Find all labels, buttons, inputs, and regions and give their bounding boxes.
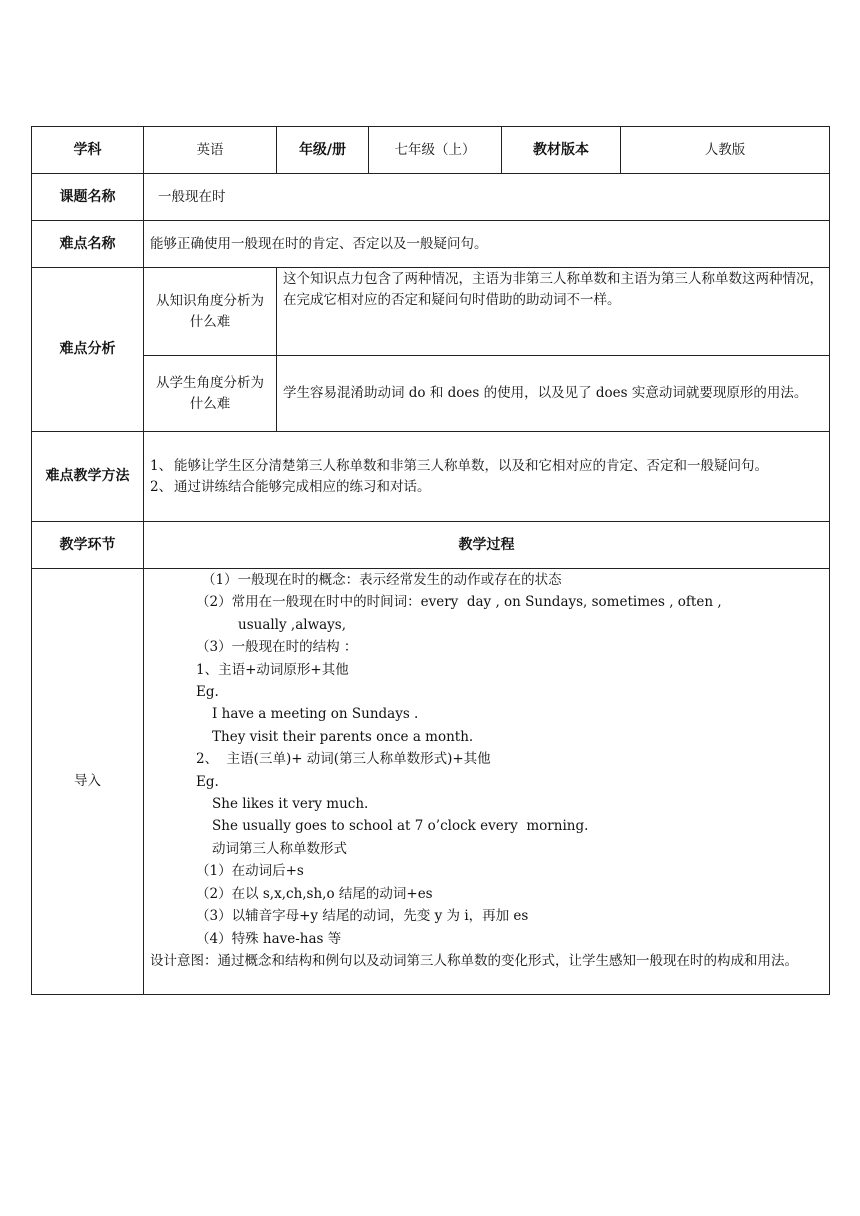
lesson-plan — [31, 126, 829, 995]
method-label: 难点教学方法 — [32, 432, 144, 522]
intro-row — [32, 569, 830, 995]
difficulty-label: 难点名称 — [32, 221, 144, 268]
student-angle-text: 学生容易混淆助动词 do 和 does 的使用，以及见了 does 实意动词就要现原形的用法。 — [277, 356, 830, 432]
process-line: （2）常用在一般现在时中的时间词：every day , on Sundays, sometimes , often , — [196, 594, 722, 611]
grade-value: 七年级（上） — [369, 127, 502, 174]
subject-label: 学科 — [32, 127, 144, 174]
process-line: She usually goes to school at 7 o’clock every morning. — [212, 818, 589, 835]
method-content — [144, 432, 830, 522]
process-line: （1）在动词后+s — [196, 863, 304, 880]
process-line: I have a meeting on Sundays . — [212, 706, 419, 723]
process-line: （1）一般现在时的概念：表示经常发生的动作或存在的状态 — [202, 572, 562, 588]
analysis-label: 难点分析 — [32, 268, 144, 432]
difficulty-value: 能够正确使用一般现在时的肯定、否定以及一般疑问句。 — [144, 221, 830, 268]
process-line: 1、主语+动词原形+其他 — [196, 661, 349, 678]
grade-label: 年级/册 — [277, 127, 369, 174]
analysis-row-knowledge — [32, 268, 830, 356]
method-row — [32, 432, 830, 522]
intro-label: 导入 — [32, 569, 144, 995]
process-line: They visit their parents once a month. — [212, 728, 474, 745]
analysis-row-student — [32, 356, 830, 432]
lesson-plan-table — [31, 126, 830, 995]
knowledge-angle-text: 这个知识点力包含了两种情况，主语为非第三人称单数和主语为第三人称单数这两种情况，在完成它相对应的否定和疑问句时借助的助动词不一样。 — [277, 268, 830, 356]
subject-value: 英语 — [144, 127, 277, 174]
intro-content — [144, 569, 830, 995]
process-line: （3）以辅音字母+y 结尾的动词，先变 y 为 i，再加 es — [196, 908, 529, 925]
student-angle-label: 从学生角度分析为什么难 — [144, 356, 277, 432]
knowledge-angle-label: 从知识角度分析为什么难 — [144, 268, 277, 356]
topic-row — [32, 174, 830, 221]
design-intent: 设计意图：通过概念和结构和例句以及动词第三人称单数的变化形式，让学生感知一般现在时的构成和用法。 — [150, 952, 798, 969]
method-item-number: 2、 — [150, 478, 173, 495]
process-line: （3）一般现在时的结构 ： — [196, 639, 358, 656]
process-line: （4）特殊 have-has 等 — [196, 930, 342, 947]
process-line: usually ,always, — [238, 616, 347, 633]
difficulty-row — [32, 221, 830, 268]
method-item-number: 1、 — [150, 457, 173, 474]
process-line: 2、 主语(三单)+ 动词(第三人称单数形式)+其他 — [196, 751, 491, 768]
method-item — [150, 456, 823, 477]
method-item-text: 通过讲练结合能够完成相应的练习和对话。 — [174, 478, 431, 495]
info-row — [32, 127, 830, 174]
process-line: Eg. — [196, 773, 219, 790]
topic-label: 课题名称 — [32, 174, 144, 221]
process-line: 动词第三人称单数形式 — [212, 840, 347, 857]
edition-value: 人教版 — [621, 127, 830, 174]
process-label: 教学过程 — [144, 522, 830, 569]
topic-value: 一般现在时 — [144, 174, 830, 221]
method-item — [150, 477, 823, 498]
process-header-row — [32, 522, 830, 569]
edition-label: 教材版本 — [502, 127, 621, 174]
method-item-text: 能够让学生区分清楚第三人称单数和非第三人称单数，以及和它相对应的肯定、否定和一般疑问句。 — [174, 457, 768, 474]
process-line: （2）在以 s,x,ch,sh,o 结尾的动词+es — [196, 885, 433, 902]
process-line: She likes it very much. — [212, 796, 369, 813]
process-stage-label: 教学环节 — [32, 522, 144, 569]
process-line: Eg. — [196, 684, 219, 701]
